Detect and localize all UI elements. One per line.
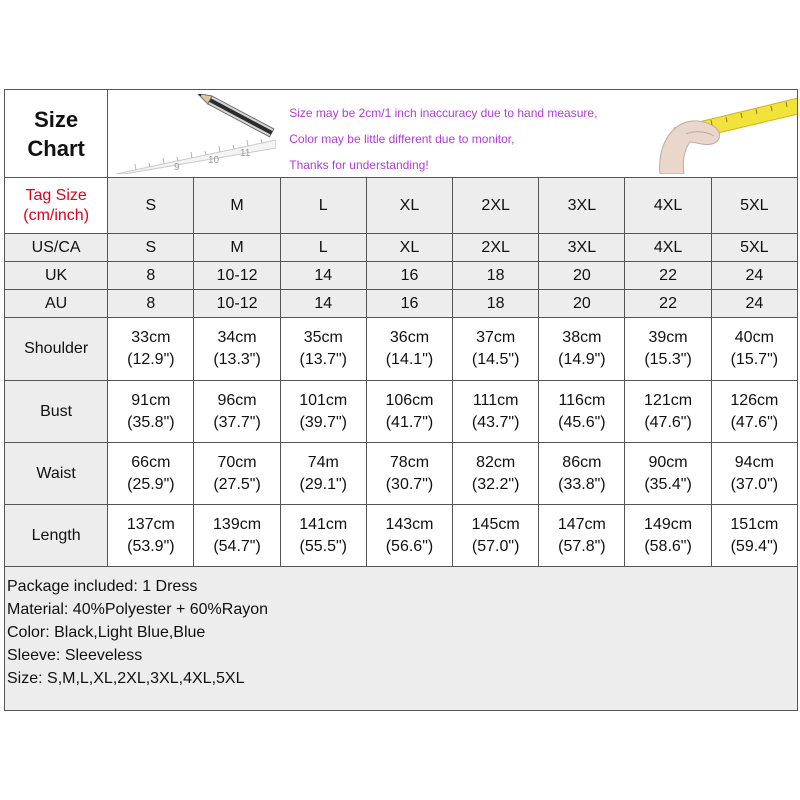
measure-cell [108,318,194,381]
measure-cell [539,443,625,505]
cm-value: 143cm [385,515,434,533]
measure-cell [366,381,452,443]
ruler-number: 9 [174,162,180,173]
size-cell: 18 [453,290,539,318]
inch-value: (55.5") [299,537,347,555]
ruler-number: 11 [240,148,251,159]
cm-value: 70cm [217,453,257,471]
tag-size-line-1: Tag Size [25,186,87,204]
inch-value: (41.7") [385,413,434,431]
inch-value: (39.7") [299,413,347,431]
cm-value: 96cm [217,391,257,409]
cm-value: 151cm [730,515,779,533]
size-cell: 2XL [453,234,539,262]
cm-value: 86cm [562,453,602,471]
size-cell: XL [366,178,452,234]
measure-cell [711,381,797,443]
measure-cell [539,505,625,567]
size-cell: M [194,234,280,262]
inch-value: (15.3") [644,351,692,368]
measure-cell [711,318,797,381]
measure-cell [453,381,539,443]
measure-cell [453,505,539,567]
size-cell: 14 [280,290,366,318]
size-chart-table [4,89,798,711]
measure-cell [711,443,797,505]
inch-value: (13.7") [299,351,347,368]
package-row [5,567,798,711]
measure-cell [366,443,452,505]
inch-value: (43.7") [471,413,520,431]
inch-value: (47.6") [644,413,692,431]
size-row [5,262,798,290]
pencil-ruler-illustration [116,94,276,174]
size-cell: L [280,178,366,234]
measure-cell [280,443,366,505]
tag-size-line-2: (cm/inch) [23,206,90,224]
cm-value: 116cm [558,391,606,409]
size-cell: M [194,178,280,234]
measure-cell [194,381,280,443]
measure-cell [711,505,797,567]
measure-row [5,505,798,567]
cm-value: 126cm [730,391,779,409]
inch-value: (35.8") [127,413,175,431]
measure-cell [625,318,711,381]
size-cell: 4XL [625,178,711,234]
measure-cell [366,318,452,381]
cm-value: 145cm [471,515,520,533]
inch-value: (14.5") [471,351,520,368]
cm-value: 137cm [126,515,175,533]
measure-cell [366,505,452,567]
inch-value: (47.6") [730,413,779,431]
cm-value: 111cm [472,391,519,409]
inch-value: (32.2") [471,475,520,493]
size-row [5,234,798,262]
inch-value: (37.7") [213,413,261,431]
inch-value: (25.9") [127,475,175,493]
size-row [5,290,798,318]
inch-value: (53.9") [127,537,175,555]
size-cell: S [108,234,194,262]
cm-value: 82cm [476,453,516,471]
size-cell: 10-12 [194,290,280,318]
inch-value: (59.4") [730,537,779,555]
row-label: Bust [5,381,108,443]
size-cell: 10-12 [194,262,280,290]
package-line: Size: S,M,L,XL,2XL,3XL,4XL,5XL [7,670,245,687]
measure-cell [625,505,711,567]
size-cell: 16 [366,290,452,318]
measure-cell [280,505,366,567]
measure-cell [194,443,280,505]
inch-value: (45.6") [558,413,606,431]
size-cell: S [108,178,194,234]
cm-value: 149cm [644,515,693,533]
measure-cell [280,381,366,443]
measure-cell [539,381,625,443]
size-cell: 16 [366,262,452,290]
row-label: US/CA [5,234,108,262]
cm-value: 101cm [299,391,348,409]
ruler-number: 10 [208,155,220,166]
inch-value: (13.3") [213,351,261,368]
size-cell: 20 [539,262,625,290]
size-cell: 3XL [539,234,625,262]
tag-size-label [5,178,108,234]
inch-value: (15.7") [730,351,779,368]
measure-cell [280,318,366,381]
cm-value: 66cm [131,453,171,471]
inch-value: (29.1") [299,475,347,493]
cm-value: 34cm [217,329,257,346]
cm-value: 36cm [389,329,430,346]
size-cell: 5XL [711,234,797,262]
measure-cell [625,443,711,505]
size-cell: 8 [108,262,194,290]
measure-cell [108,505,194,567]
size-cell: 4XL [625,234,711,262]
size-cell: 18 [453,262,539,290]
header-banner [108,90,798,178]
measure-cell [539,318,625,381]
size-cell: XL [366,234,452,262]
package-line: Material: 40%Polyester + 60%Rayon [7,601,269,618]
size-cell: 3XL [539,178,625,234]
inch-value: (33.8") [558,475,606,493]
package-line: Package included: 1 Dress [7,578,198,595]
measure-cell [108,381,194,443]
cm-value: 94cm [734,453,774,471]
measurement-notes [289,100,597,177]
size-cell: 8 [108,290,194,318]
cm-value: 106cm [385,391,434,409]
cm-value: 139cm [213,515,262,533]
size-cell: 24 [711,290,797,318]
inch-value: (58.6") [644,537,692,555]
cm-value: 35cm [303,329,343,346]
measure-cell [194,318,280,381]
header-row [5,90,798,178]
row-label: UK [5,262,108,290]
cm-value: 78cm [389,453,430,471]
size-cell: 14 [280,262,366,290]
note-line: Size may be 2cm/1 inch inaccuracy due to hand measure, [289,106,598,120]
size-cell: L [280,234,366,262]
row-label: AU [5,290,108,318]
size-cell: 22 [625,262,711,290]
size-chart-title [5,90,108,178]
cm-value: 39cm [648,329,688,346]
cm-value: 141cm [299,515,348,533]
inch-value: (27.5") [213,475,261,493]
cm-value: 40cm [734,329,774,346]
size-row [5,178,798,234]
size-cell: 22 [625,290,711,318]
measure-cell [625,381,711,443]
note-line: Color may be little different due to monitor, [289,132,515,146]
note-line: Thanks for understanding! [289,158,429,172]
inch-value: (14.9") [558,351,606,368]
size-cell: 2XL [453,178,539,234]
inch-value: (57.0") [471,537,520,555]
measure-row [5,318,798,381]
size-cell: 20 [539,290,625,318]
row-label: Waist [5,443,108,505]
cm-value: 33cm [131,329,171,346]
row-label: Length [5,505,108,567]
package-line: Sleeve: Sleeveless [7,647,143,664]
inch-value: (35.4") [644,475,692,493]
inch-value: (14.1") [385,351,434,368]
title-line-1: Size [34,106,79,132]
cm-value: 147cm [557,515,606,533]
size-cell: 5XL [711,178,797,234]
title-line-2: Chart [27,135,85,161]
cm-value: 37cm [476,329,516,346]
cm-value: 91cm [131,391,171,409]
inch-value: (30.7") [385,475,434,493]
cm-value: 38cm [562,329,602,346]
measure-cell [108,443,194,505]
measure-cell [453,318,539,381]
measure-cell [194,505,280,567]
measuring-tape-hand-illustration [656,92,797,174]
cm-value: 121cm [644,391,693,409]
cm-value: 90cm [648,453,688,471]
cm-value: 74m [307,453,339,471]
measure-row [5,443,798,505]
inch-value: (54.7") [213,537,261,555]
inch-value: (37.0") [730,475,779,493]
size-cell: 24 [711,262,797,290]
measure-cell [453,443,539,505]
package-line: Color: Black,Light Blue,Blue [7,624,206,641]
inch-value: (56.6") [385,537,434,555]
package-info [5,567,798,711]
inch-value: (12.9") [127,351,175,368]
inch-value: (57.8") [558,537,606,555]
row-label: Shoulder [5,318,108,381]
measure-row [5,381,798,443]
